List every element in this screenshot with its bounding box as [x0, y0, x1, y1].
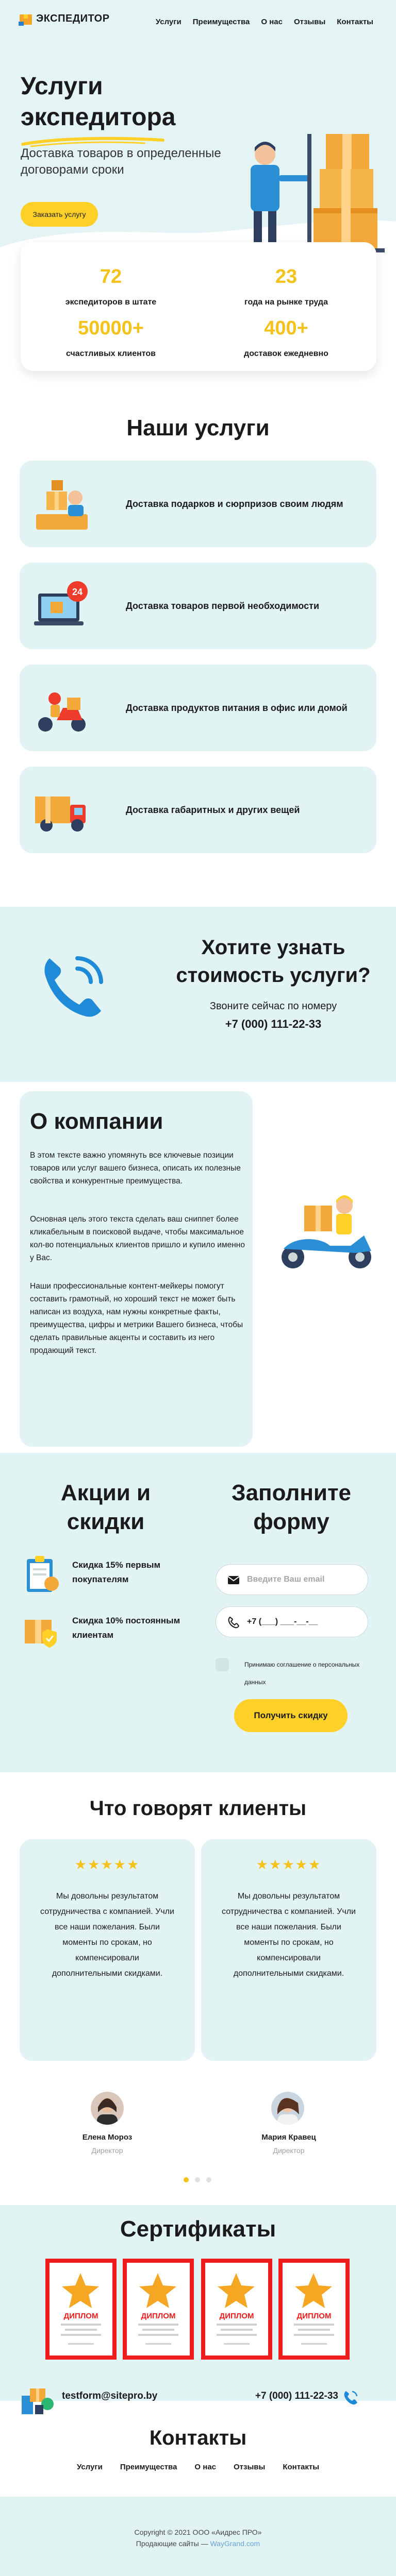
carousel-dot[interactable]: [195, 2177, 200, 2182]
diploma-heading: ДИПЛОМ: [296, 2312, 332, 2320]
courier-boxes-illustration: [225, 113, 390, 263]
copyright: [0, 2527, 396, 2549]
nav-item-services[interactable]: Услуги: [155, 18, 182, 26]
stat-clients: [26, 316, 196, 359]
header: [0, 0, 396, 44]
certificate[interactable]: [123, 2259, 194, 2360]
services-title: Наши услуги: [126, 415, 270, 440]
service-card-essentials[interactable]: [20, 563, 376, 649]
diploma-image: [127, 2263, 190, 2355]
main-nav: [156, 18, 373, 26]
stat-value: 72: [100, 266, 122, 287]
gift-courier-icon: [31, 473, 93, 535]
certificate[interactable]: [201, 2259, 272, 2360]
promo-title: [21, 1479, 191, 1536]
hero-title-line2: экспедитора: [21, 104, 176, 131]
stat-years: [201, 265, 371, 307]
stat-value: 400+: [264, 317, 308, 339]
promo-label: Скидка 15% первым покупателям: [72, 1560, 161, 1584]
certificates-title: Сертификаты: [120, 2216, 276, 2242]
box-shield-icon: [21, 1609, 62, 1651]
diploma-image: [205, 2263, 268, 2355]
rating-stars: ★★★★★: [74, 1857, 140, 1872]
footer-nav-reviews[interactable]: Отзывы: [234, 2463, 266, 2471]
nav-item-about[interactable]: О нас: [261, 18, 283, 26]
footer-nav-services[interactable]: Услуги: [76, 2463, 103, 2471]
stats-card: [21, 242, 376, 371]
cta-phone-number[interactable]: +7 (000) 111-22-33: [225, 1018, 322, 1030]
cta-title: [155, 934, 392, 989]
stat-staff: [26, 265, 196, 307]
cta-title-line2: стоимость услуги?: [176, 964, 371, 987]
form-title-line2: форму: [253, 1509, 329, 1534]
phone-field[interactable]: [216, 1606, 368, 1637]
hero-section: [0, 0, 396, 381]
diploma-heading: ДИПЛОМ: [141, 2312, 176, 2320]
footer-nav-advantages[interactable]: Преимущества: [120, 2463, 177, 2471]
promo-title-line2: скидки: [67, 1509, 145, 1534]
carousel-dots: [184, 2177, 211, 2182]
promo-item-first-buyers: [21, 1554, 196, 1600]
contact-phone[interactable]: +7 (000) 111-22-33: [255, 2391, 338, 2401]
footer-nav: [0, 2463, 396, 2471]
consent-checkbox[interactable]: [216, 1658, 229, 1671]
nav-item-advantages[interactable]: Преимущества: [192, 18, 250, 26]
stat-label: счастливых клиентов: [65, 349, 156, 358]
footer-nav-about[interactable]: О нас: [194, 2463, 217, 2471]
review-text: Мы довольны результатом сотрудничества с компанией. Учли все наши пожелания. Были моменты по срокам, но компенсировали дополнительными скидками.: [222, 1892, 356, 1978]
hero-title: [21, 71, 175, 133]
about-title: О компании: [30, 1109, 163, 1134]
diploma-image: [283, 2263, 345, 2355]
scooter-icon: [31, 677, 93, 739]
contacts-title: Контакты: [149, 2427, 247, 2449]
contacts-illustration-icon: [20, 2380, 56, 2416]
testimonials-title: Что говорят клиенты: [89, 1797, 307, 1820]
laptop-24-icon: [31, 575, 93, 637]
service-label: Доставка товаров первой необходимости: [126, 601, 320, 611]
footer: [0, 2497, 396, 2576]
diploma-heading: ДИПЛОМ: [63, 2312, 98, 2320]
phone-placeholder: +7 (___) ___-__-__: [247, 1617, 318, 1626]
form-title: [206, 1479, 376, 1536]
about-paragraph: Основная цель этого текста сделать ваш сниппет более кликабельным в поисковой выдаче, чтобы максимальное кол-во потенциальных клиентов пришло и купило именно у Вас.: [30, 1215, 245, 1262]
contact-email[interactable]: testform@sitepro.by: [62, 2391, 158, 2401]
service-label: Доставка подарков и сюрпризов своим людям: [126, 499, 343, 509]
get-discount-button[interactable]: Получить скидку: [234, 1699, 348, 1732]
service-card-gifts[interactable]: [20, 461, 376, 547]
phone-icon: [342, 2389, 359, 2406]
promo-item-regulars: [21, 1609, 196, 1656]
nav-item-reviews[interactable]: Отзывы: [293, 18, 326, 26]
cta-subtitle: Звоните сейчас по номеру: [209, 1001, 337, 1012]
service-card-oversized[interactable]: [20, 767, 376, 853]
nav-item-contacts[interactable]: Контакты: [337, 18, 373, 26]
logo[interactable]: [19, 11, 110, 26]
reviewer-role: Директор: [273, 2146, 305, 2155]
consent-label: Принимаю соглашение о персональных данных: [244, 1661, 360, 1686]
service-label: Доставка продуктов питания в офис или домой: [126, 703, 348, 713]
envelope-icon: [227, 1574, 240, 1586]
powered-prefix: Продающие сайты —: [136, 2539, 210, 2548]
phone-icon[interactable]: [34, 948, 111, 1025]
certificate[interactable]: [278, 2259, 350, 2360]
review-card: [201, 1839, 376, 2061]
copyright-text: Copyright © 2021 ООО «Аидрес ПРО»: [134, 2528, 262, 2536]
email-field[interactable]: [216, 1564, 368, 1595]
reviewer-name: Елена Мороз: [82, 2133, 133, 2142]
about-card: [20, 1091, 253, 1447]
about-paragraph: Наши профессиональные контент-мейкеры помогут составить грамотный, но хороший текст не может быть написан из воздуха, нам нужны конкретные факты, преимущества, цифры и метрики Вашего бизнеса, чтобы сделать правильные акценты и составить из него продающий текст.: [30, 1282, 243, 1355]
stat-value: 50000+: [78, 317, 144, 339]
stat-value: 23: [275, 266, 298, 287]
rating-stars: ★★★★★: [256, 1857, 322, 1872]
hero-subtitle: Доставка товаров в определенные договорами сроки: [21, 146, 221, 177]
promo-title-line1: Акции и: [60, 1480, 151, 1505]
review-text: Мы довольны результатом сотрудничества с компанией. Учли все наши пожелания. Были моменты по срокам, но компенсировали дополнительными скидками.: [40, 1892, 174, 1978]
phone-icon: [227, 1616, 240, 1629]
reviewer-role: Директор: [91, 2146, 123, 2155]
clipboard-icon: [21, 1554, 62, 1595]
promo-label: Скидка 10% постоянным клиентам: [72, 1616, 180, 1640]
about-paragraph: В этом тексте важно упомянуть все ключевые позиции товаров или услуг вашего бизнеса, описать их полезные свойства и конкурентные преимущества.: [30, 1151, 241, 1185]
stat-deliveries: [201, 316, 371, 359]
reviewer-name: Мария Кравец: [261, 2133, 316, 2142]
carousel-dot[interactable]: [184, 2177, 189, 2182]
review-card: [20, 1839, 195, 2061]
cta-title-line1: Хотите узнать: [201, 936, 345, 959]
stat-label: доставок ежедневно: [244, 349, 328, 358]
service-card-food[interactable]: [20, 665, 376, 751]
avatar: [271, 2092, 304, 2125]
service-label: Доставка габаритных и других вещей: [126, 805, 300, 815]
powered-link[interactable]: WayGrand.com: [210, 2539, 260, 2548]
logo-text: ЭКСПЕДИТОР: [36, 12, 110, 24]
certificate[interactable]: [45, 2259, 117, 2360]
form-title-line1: Заполните: [232, 1480, 351, 1505]
footer-nav-contacts[interactable]: Контакты: [283, 2463, 320, 2471]
truck-icon: [31, 779, 93, 841]
stat-label: экспедиторов в штате: [65, 298, 157, 307]
hero-title-line1: Услуги: [21, 73, 103, 100]
call-to-action-section: [0, 907, 396, 1082]
scooter-courier-illustration: [273, 1185, 382, 1273]
carousel-dot[interactable]: [206, 2177, 211, 2182]
avatar: [91, 2092, 124, 2125]
stat-label: года на рынке труда: [244, 298, 328, 307]
diploma-heading: ДИПЛОМ: [219, 2312, 254, 2320]
svg-text:24: 24: [72, 587, 83, 597]
email-placeholder: Введите Ваш email: [247, 1575, 325, 1584]
order-service-button[interactable]: Заказать услугу: [21, 202, 98, 227]
diploma-image: [50, 2263, 112, 2355]
logo-icon: [19, 11, 33, 26]
